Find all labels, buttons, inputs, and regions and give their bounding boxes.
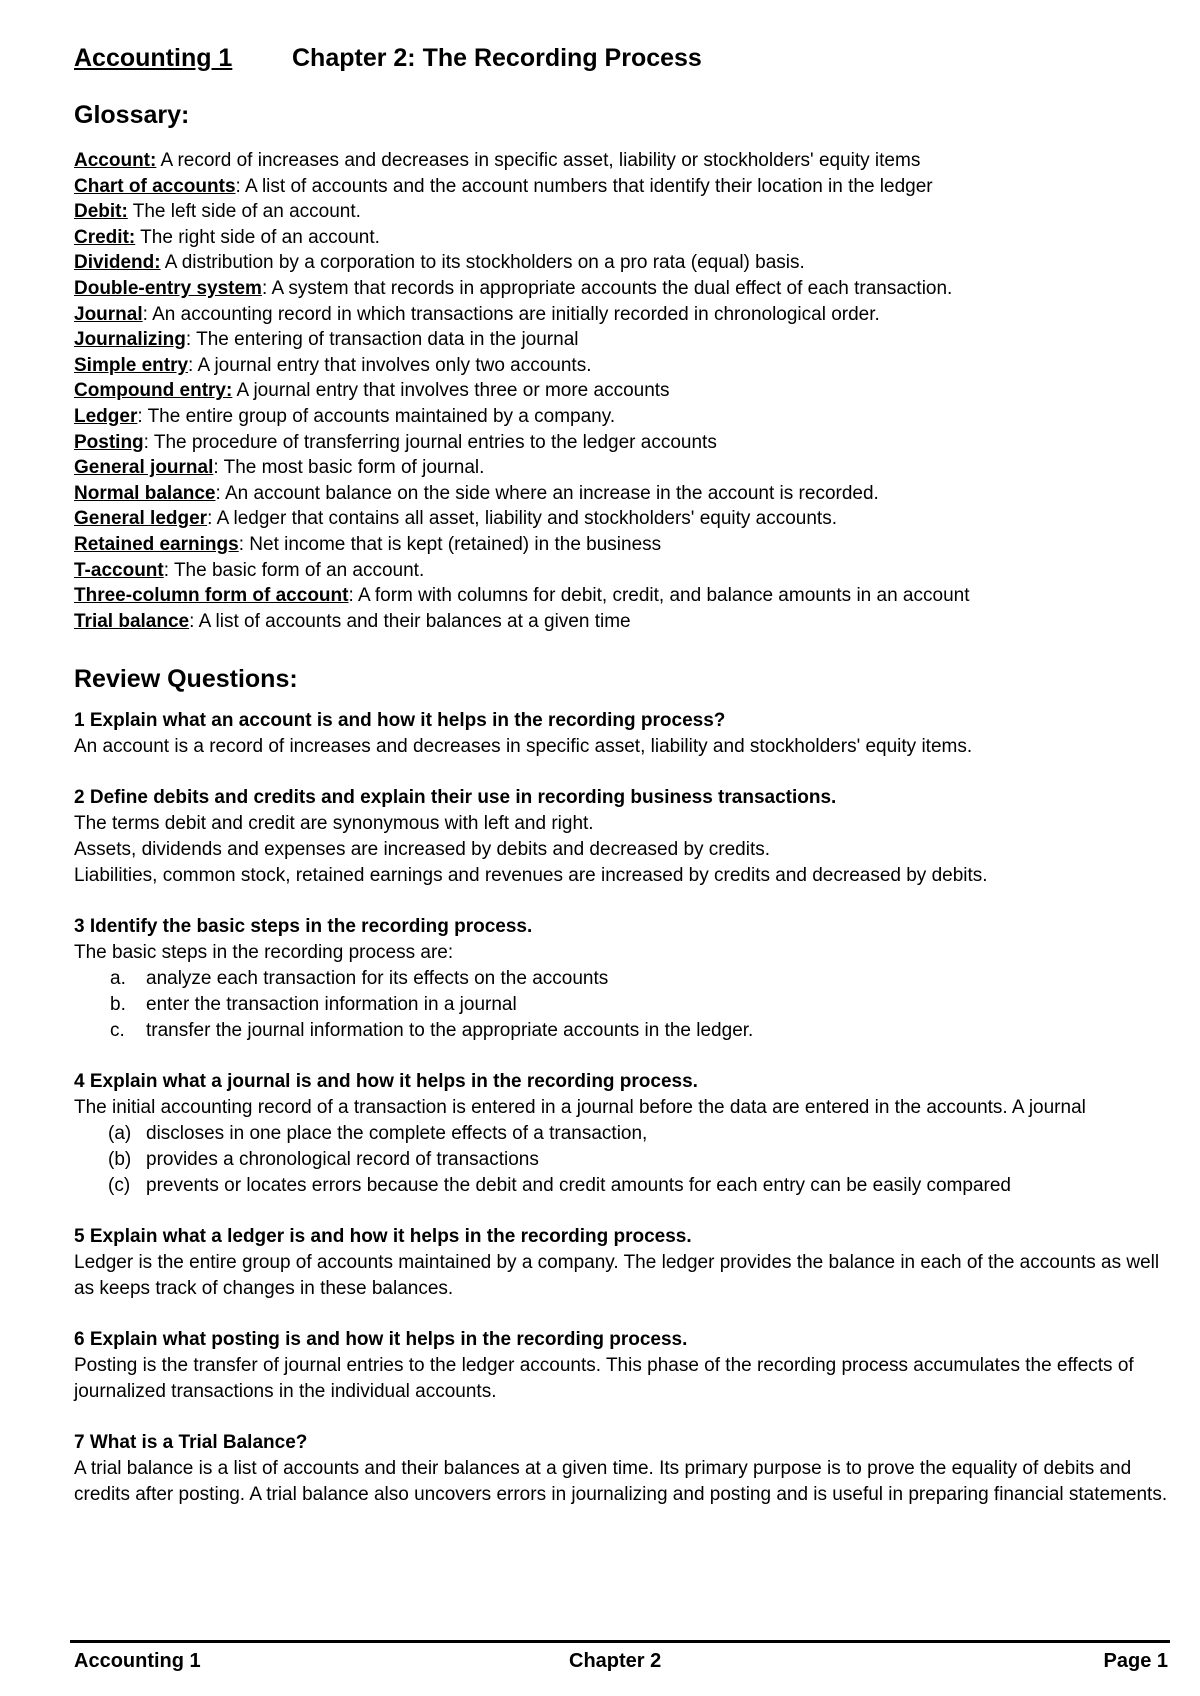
answer-text: Assets, dividends and expenses are increased by debits and decreased by credits.: [74, 839, 771, 861]
glossary-term: Trial balance: [74, 610, 190, 632]
list-item-text: analyze each transaction for its effects on the accounts: [146, 968, 609, 990]
answer-text: Ledger is the entire group of accounts maintained by a company. The ledger provides the balance in each of the accounts as well as keeps track of changes in these balances.: [74, 1252, 1160, 1300]
glossary-definition: : The basic form of an account.: [163, 559, 425, 581]
glossary-term: Compound entry:: [74, 380, 233, 402]
glossary-term: Normal balance: [74, 482, 216, 504]
glossary-entry: [74, 532, 1174, 558]
glossary-entry: [74, 353, 1174, 379]
list-marker: (c): [108, 1175, 131, 1197]
glossary-term: Three-column form of account: [74, 585, 349, 607]
footer-chapter: Chapter 2: [569, 1650, 662, 1672]
answer-text: The terms debit and credit are synonymous with left and right.: [74, 813, 594, 835]
glossary-entry: [74, 148, 1174, 174]
review-question: [74, 708, 1174, 760]
glossary-definition: : A form with columns for debit, credit, and balance amounts in an account: [348, 585, 970, 607]
glossary-definition: : A system that records in appropriate accounts the dual effect of each transaction.: [261, 277, 953, 299]
glossary-definition: : A ledger that contains all asset, liability and stockholders' equity accounts.: [207, 508, 837, 530]
page-title: [74, 40, 1174, 76]
course-title: Accounting 1: [74, 44, 233, 72]
answer-list-item: [74, 1173, 1174, 1199]
answer-list-item: [74, 1147, 1174, 1173]
review-question: [74, 1069, 1174, 1199]
glossary-entry: [74, 583, 1174, 609]
document-page: [74, 40, 1174, 1533]
footer-page-number: Page 1: [1103, 1650, 1168, 1672]
glossary-entry: [74, 609, 1174, 635]
glossary-term: General ledger: [74, 508, 208, 530]
review-questions: [74, 708, 1174, 1508]
review-question: [74, 785, 1174, 889]
glossary-entry: [74, 302, 1174, 328]
glossary-entry: [74, 327, 1174, 353]
glossary-entry: [74, 506, 1174, 532]
glossary-term: Account:: [74, 150, 157, 171]
glossary-definition: The right side of an account.: [135, 226, 380, 248]
answer-list: [74, 1121, 1174, 1199]
glossary-heading: Glossary:: [74, 101, 190, 129]
list-item-text: provides a chronological record of transactions: [146, 1149, 539, 1171]
answer-text: Liabilities, common stock, retained earnings and revenues are increased by credits and decreased by debits.: [74, 865, 988, 887]
question-title: 7 What is a Trial Balance?: [74, 1432, 308, 1454]
list-item-text: transfer the journal information to the appropriate accounts in the ledger.: [146, 1020, 754, 1042]
list-marker: (a): [108, 1123, 132, 1145]
glossary-term: Posting: [74, 431, 144, 453]
glossary-term: Double-entry system: [74, 277, 262, 299]
question-title: 6 Explain what posting is and how it helps in the recording process.: [74, 1329, 688, 1351]
glossary-term: Retained earnings: [74, 533, 239, 555]
glossary-entry: [74, 225, 1174, 251]
glossary-definition: : The entire group of accounts maintained by a company.: [137, 405, 616, 427]
answer-text: A trial balance is a list of accounts and their balances at a given time. Its primary purpose is to prove the equality of debits and credits after posting. A trial balance also uncovers errors in journalizing and posting and is useful in preparing financial statements.: [74, 1458, 1168, 1506]
glossary-term: Ledger: [74, 405, 138, 427]
answer-list-item: [74, 966, 1174, 992]
glossary-term: Chart of accounts: [74, 175, 236, 197]
list-marker: c.: [110, 1020, 125, 1042]
glossary-term: T-account: [74, 559, 164, 581]
glossary-entry: [74, 481, 1174, 507]
glossary-definition: : An account balance on the side where an increase in the account is recorded.: [215, 482, 879, 504]
glossary-definition: : An accounting record in which transactions are initially recorded in chronological order.: [142, 303, 880, 325]
list-item-text: prevents or locates errors because the debit and credit amounts for each entry can be easily compared: [146, 1175, 1011, 1197]
question-title: 4 Explain what a journal is and how it helps in the recording process.: [74, 1071, 698, 1093]
answer-list-item: [74, 992, 1174, 1018]
question-title: 1 Explain what an account is and how it helps in the recording process?: [74, 710, 726, 732]
glossary-entry: [74, 455, 1174, 481]
review-question: [74, 914, 1174, 1044]
glossary-entry: [74, 378, 1174, 404]
glossary-entry: [74, 558, 1174, 584]
answer-text: Posting is the transfer of journal entries to the ledger accounts. This phase of the recording process accumulates the effects of journalized transactions in the individual accounts.: [74, 1355, 1134, 1403]
glossary-definition: : The most basic form of journal.: [213, 457, 485, 479]
glossary-entry: [74, 174, 1174, 200]
list-marker: b.: [110, 994, 126, 1016]
question-title: 2 Define debits and credits and explain their use in recording business transactions.: [74, 787, 837, 809]
question-title: 5 Explain what a ledger is and how it helps in the recording process.: [74, 1226, 692, 1248]
glossary-entry: [74, 199, 1174, 225]
glossary-term: Dividend:: [74, 252, 161, 274]
glossary-term: General journal: [74, 457, 214, 479]
glossary-term: Journalizing: [74, 329, 186, 351]
glossary-term: Credit:: [74, 226, 136, 248]
glossary-term: Journal: [74, 303, 143, 325]
glossary-entry: [74, 404, 1174, 430]
glossary-definition: : Net income that is kept (retained) in the business: [238, 533, 662, 555]
glossary-definition: A distribution by a corporation to its stockholders on a pro rata (equal) basis.: [160, 252, 805, 274]
review-question: [74, 1224, 1174, 1302]
glossary-definition: The left side of an account.: [127, 201, 361, 223]
answer-text: The initial accounting record of a transaction is entered in a journal before the data are entered in the accounts. A journal: [74, 1097, 1086, 1119]
list-marker: (b): [108, 1149, 132, 1171]
list-marker: a.: [110, 968, 126, 990]
answer-list: [74, 966, 1174, 1044]
question-title: 3 Identify the basic steps in the recording process.: [74, 916, 533, 938]
glossary-definition: : The procedure of transferring journal entries to the ledger accounts: [143, 431, 717, 453]
answer-text: The basic steps in the recording process are:: [74, 942, 454, 964]
list-item-text: enter the transaction information in a journal: [146, 994, 517, 1016]
footer-course: Accounting 1: [74, 1650, 201, 1672]
glossary-entry: [74, 430, 1174, 456]
answer-text: An account is a record of increases and decreases in specific asset, liability and stockholders' equity items.: [74, 736, 973, 758]
glossary-term: Simple entry: [74, 354, 189, 376]
glossary-list: [74, 148, 1174, 634]
glossary-definition: A record of increases and decreases in specific asset, liability or stockholders' equity items: [156, 150, 921, 171]
glossary-definition: : A list of accounts and their balances at a given time: [189, 610, 631, 632]
glossary-definition: : A list of accounts and the account numbers that identify their location in the ledger: [235, 175, 933, 197]
footer-divider: [70, 1640, 1170, 1643]
answer-list-item: [74, 1121, 1174, 1147]
review-questions-heading: Review Questions:: [74, 665, 298, 694]
glossary-definition: A journal entry that involves three or more accounts: [232, 380, 670, 402]
glossary-term: Debit:: [74, 201, 128, 223]
glossary-entry: [74, 276, 1174, 302]
glossary-entry: [74, 250, 1174, 276]
list-item-text: discloses in one place the complete effects of a transaction,: [146, 1123, 648, 1145]
glossary-definition: : The entering of transaction data in the journal: [185, 329, 579, 351]
chapter-title: Chapter 2: The Recording Process: [292, 44, 702, 72]
answer-list-item: [74, 1018, 1174, 1044]
review-question: [74, 1327, 1174, 1405]
glossary-definition: : A journal entry that involves only two accounts.: [188, 354, 592, 376]
review-question: [74, 1430, 1174, 1508]
